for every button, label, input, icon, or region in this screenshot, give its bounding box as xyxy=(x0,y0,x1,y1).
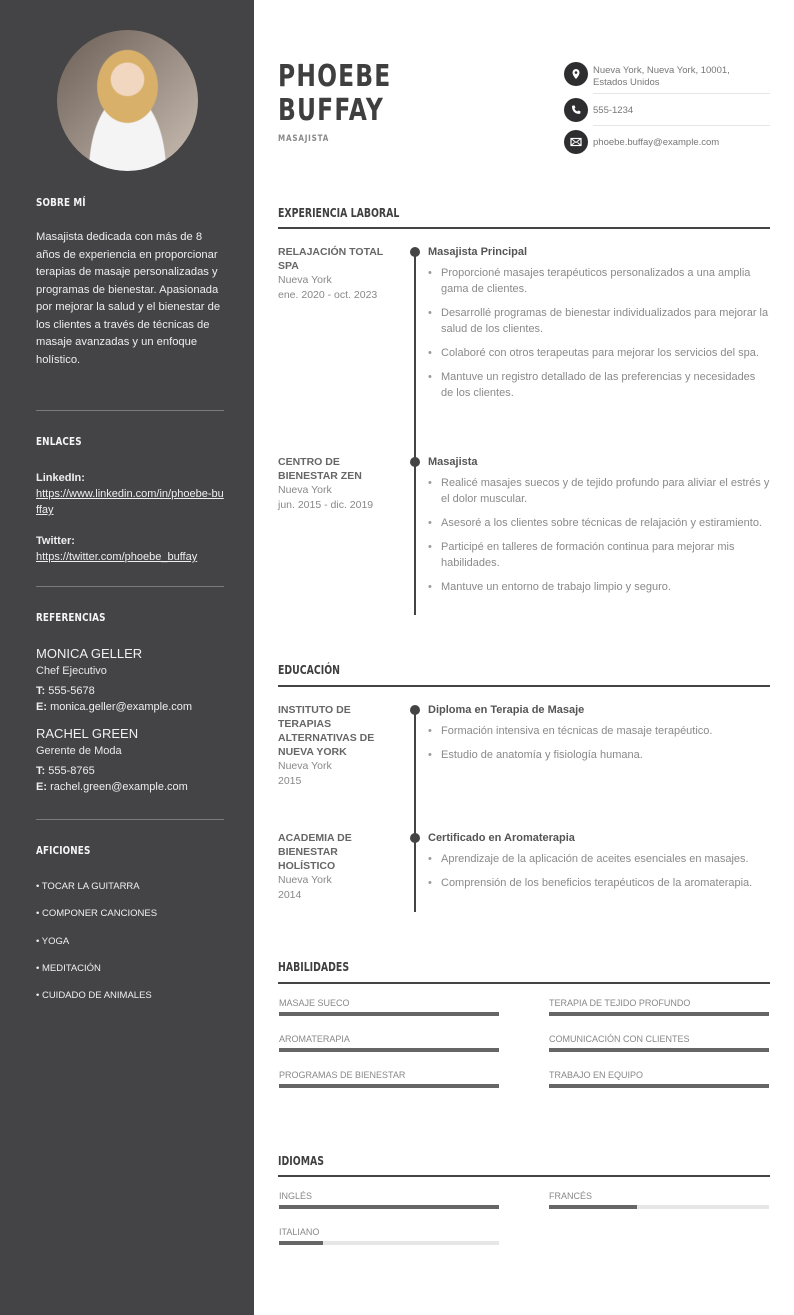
skill-bar xyxy=(549,1084,769,1088)
skill-label: MASAJE SUECO xyxy=(279,998,350,1008)
section-rule xyxy=(278,1175,770,1177)
job-title: MASAJISTA xyxy=(278,134,330,144)
employer: CENTRO DE BIENESTAR ZEN xyxy=(278,456,362,482)
skill-item xyxy=(279,1069,499,1088)
bullet-item: • Estudio de anatomía y fisiología humana. xyxy=(428,747,770,763)
employer: RELAJACIÓN TOTAL SPA xyxy=(278,246,384,272)
contact-address xyxy=(564,62,770,94)
bullet-item: • Participé en talleres de formación continua para mejorar mis habilidades. xyxy=(428,539,770,571)
skill-item xyxy=(549,997,769,1016)
contact-block xyxy=(564,62,770,154)
section-rule xyxy=(278,227,770,229)
timeline-dot xyxy=(410,457,420,467)
education-entry-meta xyxy=(278,831,388,903)
location: Nueva York xyxy=(278,274,332,286)
location-pin-icon xyxy=(564,62,588,86)
sidebar xyxy=(0,0,254,1315)
sidebar-divider xyxy=(36,586,224,587)
bullet-item: • Realicé masajes suecos y de tejido profundo para aliviar el estrés y el dolor muscular. xyxy=(428,475,770,507)
hobby-item: • MEDITACIÓN xyxy=(36,962,101,974)
skill-fill xyxy=(549,1084,769,1088)
hobby-item: • TOCAR LA GUITARRA xyxy=(36,881,140,892)
email-text[interactable]: phoebe.buffay@example.com xyxy=(593,137,720,148)
skill-label: PROGRAMAS DE BIENESTAR xyxy=(279,1070,406,1080)
dates: jun. 2015 - dic. 2019 xyxy=(278,499,374,511)
phone-label: T: xyxy=(36,685,46,697)
phone-icon xyxy=(564,98,588,122)
bullet-item: • Asesoré a los clientes sobre técnicas de relajación y estiramiento. xyxy=(428,515,770,531)
language-fill xyxy=(279,1205,499,1209)
phone-text: 555-1234 xyxy=(593,98,770,126)
skill-label: TERAPIA DE TEJIDO PROFUNDO xyxy=(549,998,691,1008)
education-entry-details xyxy=(428,831,770,899)
skill-bar xyxy=(549,1012,769,1016)
skill-fill xyxy=(279,1048,499,1052)
language-label: ITALIANO xyxy=(279,1227,320,1237)
education-timeline xyxy=(414,708,416,912)
section-rule xyxy=(278,685,770,687)
phone-label: T: xyxy=(36,765,46,777)
last-name: BUFFAY xyxy=(278,93,384,128)
reference-role: Gerente de Moda xyxy=(36,745,122,757)
bullet-item: • Aprendizaje de la aplicación de aceites esenciales en masajes. xyxy=(428,851,770,867)
skill-bar xyxy=(279,1048,499,1052)
skill-item xyxy=(549,1033,769,1052)
skill-bar xyxy=(549,1048,769,1052)
timeline-dot xyxy=(410,705,420,715)
address-line2: Estados Unidos xyxy=(593,77,660,88)
bullet-item: • Mantuve un entorno de trabajo limpio y seguro. xyxy=(428,579,770,595)
location: Nueva York xyxy=(278,760,332,772)
degree-title: Certificado en Aromaterapia xyxy=(428,832,575,844)
bullet-item: • Colaboré con otros terapeutas para mejorar los servicios del spa. xyxy=(428,345,770,361)
email-label: E: xyxy=(36,781,47,793)
skill-label: COMUNICACIÓN CON CLIENTES xyxy=(549,1034,690,1044)
bullet-item: • Formación intensiva en técnicas de masaje terapéutico. xyxy=(428,723,770,739)
role-title: Masajista xyxy=(428,456,478,468)
skills-title: HABILIDADES xyxy=(278,960,350,974)
skill-fill xyxy=(549,1048,769,1052)
language-bar xyxy=(279,1205,499,1209)
links-title: ENLACES xyxy=(36,435,82,448)
sidebar-divider xyxy=(36,819,224,820)
experience-title: EXPERIENCIA LABORAL xyxy=(278,206,400,220)
language-fill xyxy=(549,1205,637,1209)
language-bar xyxy=(549,1205,769,1209)
languages-title: IDIOMAS xyxy=(278,1154,324,1168)
address-line1: Nueva York, Nueva York, 10001, xyxy=(593,65,730,76)
contact-email xyxy=(564,130,770,154)
references-section xyxy=(36,611,224,795)
experience-entry-details xyxy=(428,245,770,409)
dates: 2014 xyxy=(278,889,302,901)
language-item xyxy=(279,1190,499,1209)
envelope-icon xyxy=(564,130,588,154)
skill-item xyxy=(549,1069,769,1088)
institution: ACADEMIA DE BIENESTAR HOLÍSTICO xyxy=(278,832,352,872)
skill-fill xyxy=(279,1084,499,1088)
education-title: EDUCACIÓN xyxy=(278,663,341,677)
links-section xyxy=(36,435,224,565)
hobbies-section xyxy=(36,844,224,1015)
reference-name: RACHEL GREEN xyxy=(36,726,139,741)
skill-bar xyxy=(279,1012,499,1016)
linkedin-label: LinkedIn: xyxy=(36,472,85,484)
experience-entry-meta xyxy=(278,245,388,303)
education-entry-meta xyxy=(278,703,388,789)
skill-bar xyxy=(279,1084,499,1088)
bullet-item: • Desarrollé programas de bienestar individualizados para mejorar la salud de los clientes. xyxy=(428,305,770,337)
skill-item xyxy=(279,1033,499,1052)
timeline-dot xyxy=(410,833,420,843)
language-bar xyxy=(279,1241,499,1245)
reference-phone: 555-5678 xyxy=(48,685,95,697)
bullet-item: • Proporcioné masajes terapéuticos personalizados a una amplia gama de clientes. xyxy=(428,265,770,297)
skill-label: AROMATERAPIA xyxy=(279,1034,350,1044)
email-label: E: xyxy=(36,701,47,713)
experience-entry-details xyxy=(428,455,770,603)
hobby-item: • CUIDADO DE ANIMALES xyxy=(36,990,152,1002)
institution: INSTITUTO DE TERAPIAS ALTERNATIVAS DE NUEVA YORK xyxy=(278,704,375,758)
reference-email: rachel.green@example.com xyxy=(50,781,188,793)
bullet-item: • Comprensión de los beneficios terapéuticos de la aromaterapia. xyxy=(428,875,770,891)
hobbies-title: AFICIONES xyxy=(36,844,91,857)
main-content xyxy=(254,0,794,1315)
skill-fill xyxy=(549,1012,769,1016)
reference-email: monica.geller@example.com xyxy=(50,701,193,713)
language-label: INGLÉS xyxy=(279,1191,313,1201)
reference-role: Chef Ejecutivo xyxy=(36,665,107,677)
skill-label: TRABAJO EN EQUIPO xyxy=(549,1070,644,1080)
location: Nueva York xyxy=(278,874,332,886)
profile-photo xyxy=(57,30,198,171)
twitter-link[interactable]: https://twitter.com/phoebe_buffay xyxy=(36,551,198,563)
section-rule xyxy=(278,982,770,984)
contact-phone xyxy=(564,98,770,126)
language-label: FRANCÉS xyxy=(549,1191,593,1201)
skill-item xyxy=(279,997,499,1016)
reference-name: MONICA GELLER xyxy=(36,646,143,661)
about-title: SOBRE MÍ xyxy=(36,196,86,209)
reference-item xyxy=(36,645,224,715)
timeline-dot xyxy=(410,247,420,257)
language-item xyxy=(549,1190,769,1209)
experience-timeline xyxy=(414,250,416,615)
language-item xyxy=(279,1226,499,1245)
linkedin-link[interactable]: https://www.linkedin.com/in/phoebe-buffay xyxy=(36,488,224,516)
bullet-item: • Mantuve un registro detallado de las preferencias y necesidades de los clientes. xyxy=(428,369,770,401)
sidebar-divider xyxy=(36,410,224,411)
education-entry-details xyxy=(428,703,770,771)
skill-fill xyxy=(279,1012,499,1016)
experience-entry-meta xyxy=(278,455,388,513)
first-name: PHOEBE xyxy=(278,59,392,94)
dates: ene. 2020 - oct. 2023 xyxy=(278,289,378,301)
reference-item xyxy=(36,725,224,795)
about-text: Masajista dedicada con más de 8 años de experiencia en proporcionar terapias de masaje personalizadas y programas de bienestar. Apasionada por mejorar la salud y el bienestar de los clientes a través de técnicas de masaje avanzadas y un enfoque holístico. xyxy=(36,231,221,366)
reference-phone: 555-8765 xyxy=(48,765,95,777)
full-name xyxy=(278,60,391,128)
role-title: Masajista Principal xyxy=(428,246,528,258)
location: Nueva York xyxy=(278,484,332,496)
twitter-label: Twitter: xyxy=(36,535,75,547)
about-section xyxy=(36,196,224,369)
hobby-item: • YOGA xyxy=(36,935,70,947)
language-fill xyxy=(279,1241,323,1245)
hobby-item: • COMPONER CANCIONES xyxy=(36,908,158,920)
degree-title: Diploma en Terapia de Masaje xyxy=(428,704,585,716)
dates: 2015 xyxy=(278,775,302,787)
references-title: REFERENCIAS xyxy=(36,611,106,624)
